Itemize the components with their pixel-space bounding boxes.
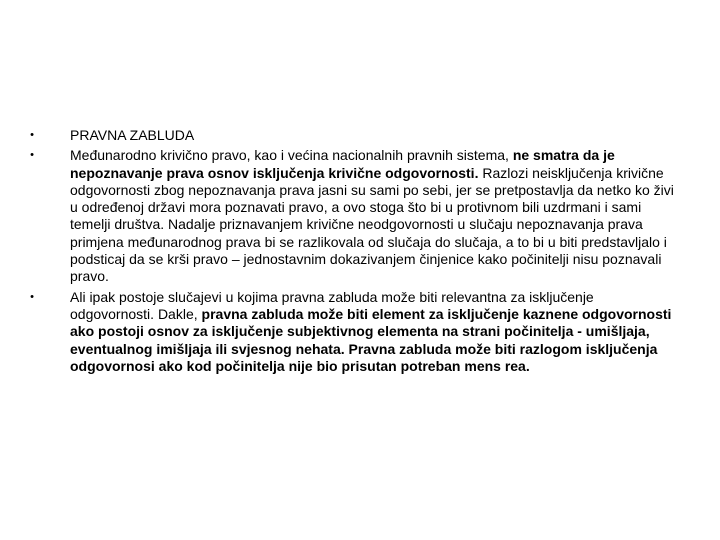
bullet-text-bold: pravna zabluda može biti element za isključenje kaznene odgovornosti ako postoji osnov za isključenje subjektivnog elementa na strani počinitelja - umišljaja, eventualnog imišljaja ili svjesnog nehata. Pravna zabluda može biti razlogom isključenja odgovornosi ako kod počinitelja nije bio prisutan potreban mens rea. [70, 305, 672, 374]
bullet-list [30, 127, 680, 378]
bullet-item-nepoznavanje-prava [30, 147, 680, 285]
bullet-text: Ali ipak postoje slučajevi u kojima pravna zabluda može biti relevantna za isključenje odgovornosti. Dakle, [70, 288, 594, 322]
bullet-dot-icon: • [30, 129, 34, 141]
bullet-text-bold: ne smatra da je nepoznavanje prava osnov isključenja krivične odgovornosti. [70, 147, 615, 181]
bullet-item-pravna-zabluda [30, 127, 680, 144]
bullet-dot-icon: • [30, 290, 34, 303]
bullet-text: PRAVNA ZABLUDA [70, 127, 195, 143]
bullet-dot-icon: • [30, 149, 34, 162]
bullet-text: Međunarodno krivično pravo, kao i većina nacionalnih pravnih sistema, [70, 147, 513, 164]
bullet-text: Razlozi neisključenja krivične odgovornosti zbog nepoznavanja prava jasni su sami po sebi, jer se pretpostavlja da netko ko živi u određenoj državi mora poznavati pravo, a ovo stoga što bi u protivnom bili uzdrmani i sami temelji društva. Nadalje priznavanjem krivične neodgovornosti u slučaju nepoznavanja prava primjena međunarodnog prava bi se razlikovala od slučaja do slučaja, a to bi u biti predstavljalo i podsticaj da se krši pravo – jednostavnim dokazivanjem činjenice kako počinitelji nisu poznavali pravo. [70, 164, 674, 285]
bullet-item-iskljucenje-odgovornosti [30, 288, 680, 375]
